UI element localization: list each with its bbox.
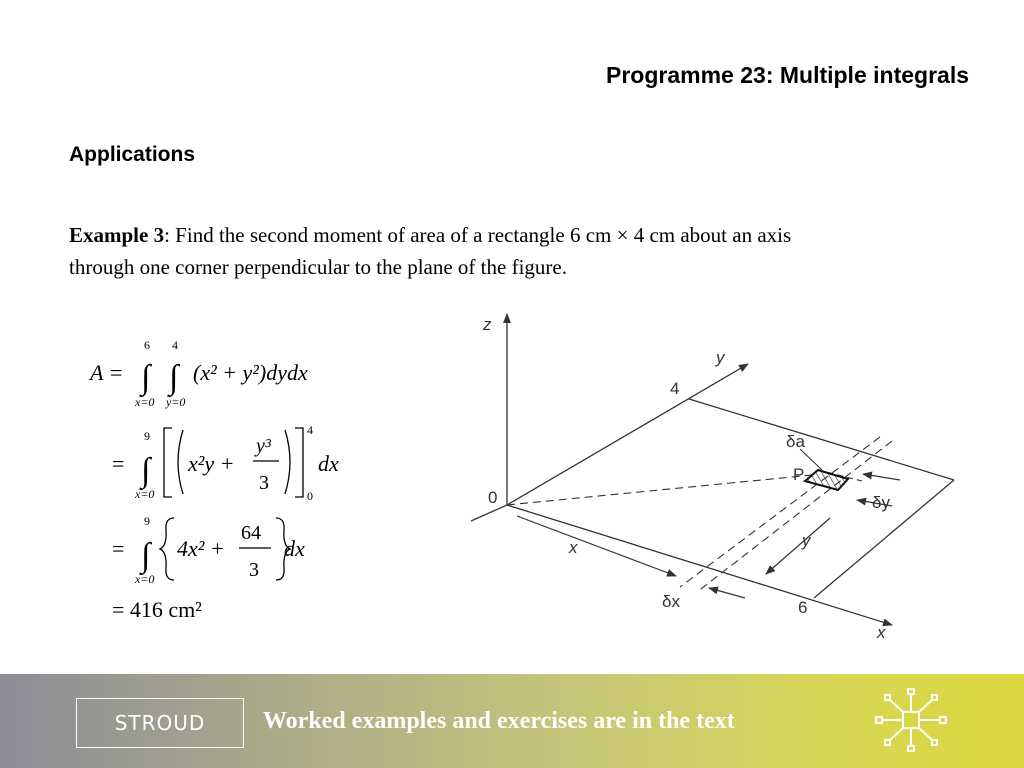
result: = 416 cm² [112,597,202,622]
eval-lower: 0 [307,489,313,503]
upper-limit-inner: 4 [172,338,178,352]
strip-line-right [697,441,892,592]
label-y-dimension: y [802,531,811,550]
integral-sign: ∫ [141,452,151,489]
example-text: : Find the second moment of area of a rectangle 6 cm × 4 cm about an axis through one corner perpendicular to the plane of the figure. [69,223,792,279]
y-dimension-arrow [766,518,830,574]
frac-denominator: 3 [259,472,269,494]
label-zero: 0 [488,488,498,507]
lower-limit: x=0 [135,572,155,586]
integral-sign: ∫ [141,537,151,574]
term-x2y: x²y + [188,451,235,476]
footer-note: Worked examples and exercises are in the text [263,708,735,734]
section-heading: Applications [69,143,196,166]
frac-denominator: 3 [249,559,259,581]
strip-line-left [680,437,880,587]
delta-y-arrow-upper [863,474,900,480]
differential: dx [318,451,339,476]
footer-bar [0,674,1024,768]
integral-sign: ∫ [169,359,179,396]
rect-edge-top [689,399,954,480]
label-y-axis: y [716,348,725,367]
upper-limit: 9 [144,429,150,443]
label-six: 6 [798,598,808,617]
lower-limit: x=0 [135,487,155,501]
label-delta-x: δx [662,592,680,611]
label-delta-a: δa [786,432,805,451]
term-4x2: 4x² + [177,536,225,561]
label-p: P [793,465,805,484]
frac-numerator: y³ [256,435,271,457]
label-z: z [483,315,492,334]
x-axis [507,505,892,625]
element-delta-a [805,470,848,490]
differential: dx [284,536,305,561]
label-four: 4 [670,379,680,398]
lower-limit-outer: x=0 [135,395,155,409]
radius-line [507,475,812,505]
equals-sign: = [112,536,125,561]
lhs-a: A = [90,360,124,385]
lower-limit-inner: y=0 [166,395,186,409]
x-dimension-arrow [517,516,676,576]
integrand: (x² + y²)dydx [193,360,308,385]
upper-limit: 9 [144,514,150,528]
label-delta-y: δy [872,493,890,512]
brand-logo: STROUD [76,698,244,748]
delta-x-arrow [709,588,745,598]
x-axis-tail [471,505,507,521]
page-title: Programme 23: Multiple integrals [606,62,969,88]
network-icon [870,688,952,752]
frac-numerator: 64 [241,522,261,544]
upper-limit-outer: 6 [144,338,150,352]
example-label: Example 3 [69,223,165,247]
y-axis [507,364,748,505]
label-x-axis: x [877,623,886,642]
equals-sign: = [112,451,125,476]
integral-sign: ∫ [141,359,151,396]
eval-upper: 4 [307,423,313,437]
label-x-dimension: x [569,538,578,557]
